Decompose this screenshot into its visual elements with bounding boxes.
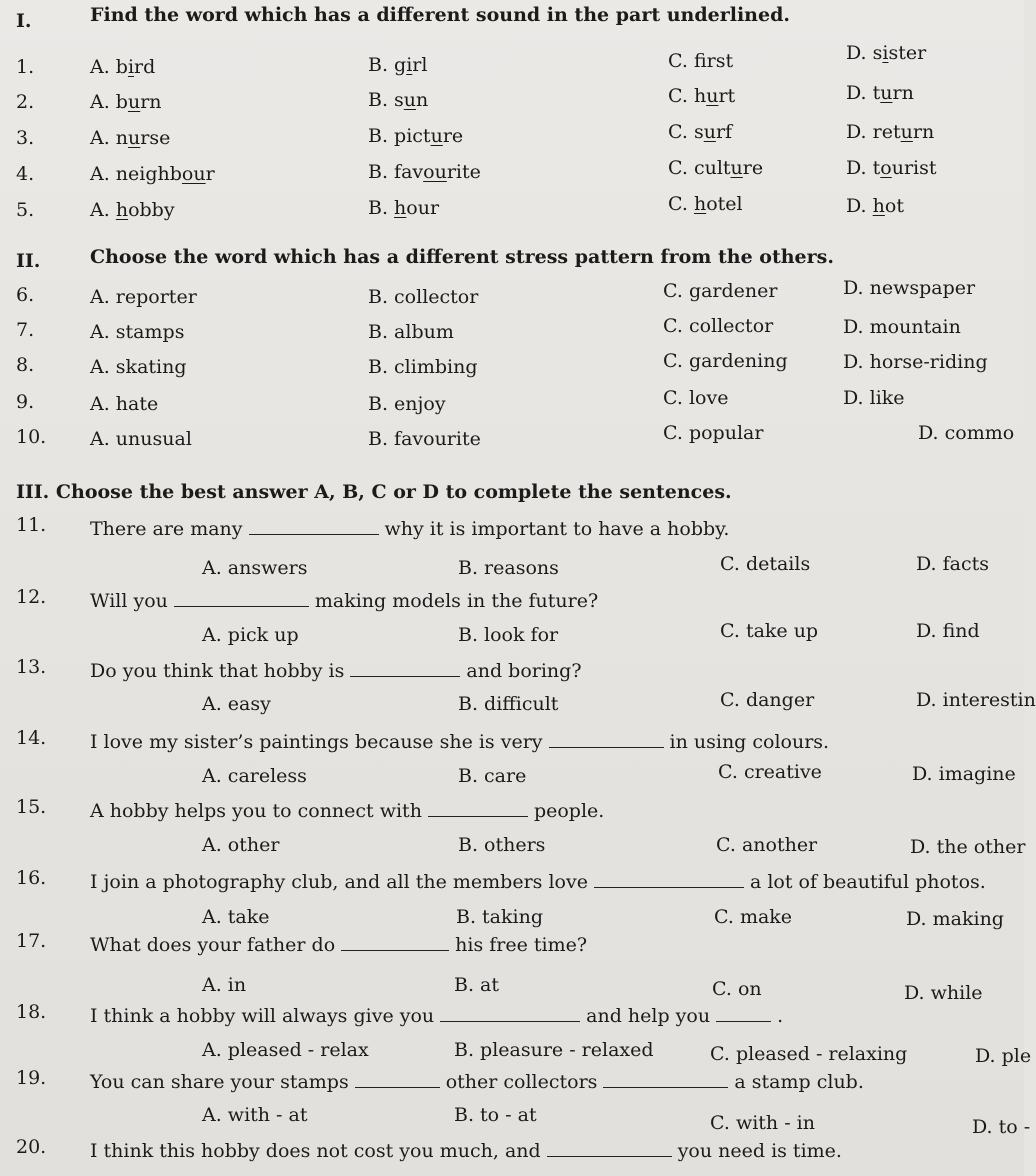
question-sentence [90,1071,864,1093]
sentence-part: in using colours. [669,731,830,753]
underlined-letters: u [128,127,141,149]
option-c: C. popular [663,422,764,444]
underlined-letters: h [872,195,885,217]
option-text-part: B. s [368,89,404,111]
sentence-part: I think a hobby will always give you [90,1005,435,1027]
option-a [90,163,215,185]
option-b [368,89,428,111]
question-number: 8. [16,354,35,376]
sentence-part: Will you [90,590,168,612]
option-text-part: rf [715,121,733,143]
option-a: A. unusual [90,428,192,450]
option-a: A. other [202,834,280,856]
option-b: B. pleasure - relaxed [454,1039,654,1061]
answer-blank[interactable] [440,1005,580,1022]
underlined-letters: i [406,54,413,76]
option-c: C. pleased - relaxing [710,1043,908,1065]
underlined-letters: u [703,121,716,143]
option-text-part: r [205,163,215,185]
underlined-letters: u [127,91,141,113]
answer-blank[interactable] [174,590,309,607]
question-number: 6. [16,284,35,306]
question-sentence [90,934,587,956]
option-c: C. gardening [663,350,788,372]
option-d: D. interestin [916,689,1036,711]
option-text-part: B. pict [368,125,431,147]
option-text-part: rn [892,82,914,104]
question-number: 19. [16,1067,47,1089]
option-a [90,56,155,78]
option-text-part: urist [891,157,937,179]
option-text-part: rst [706,50,734,72]
option-c [668,50,733,72]
sentence-part: . [777,1005,784,1027]
option-b: B. climbing [368,356,478,378]
answer-blank[interactable] [428,800,528,817]
sentence-part: Do you think that hobby is [90,660,345,682]
option-text-part: C. s [668,121,704,143]
question-number: 3. [16,127,35,149]
option-b: B. enjoy [368,393,446,415]
option-c [668,193,743,215]
option-d: D. mountain [843,316,961,338]
option-text-part: A. neighb [90,163,182,185]
option-d: D. to - [972,1116,1031,1138]
underlined-letters: h [394,197,407,219]
option-d: D. horse-riding [843,351,988,373]
underlined-letters: u [403,89,417,111]
answer-blank[interactable] [249,518,379,535]
sentence-part: I join a photography club, and all the members love [90,871,588,893]
sentence-part: I think this hobby does not cost you much, and [90,1140,541,1162]
sentence-part: people. [533,800,605,822]
section-title: III. Choose the best answer A, B, C or D to complete the sentences. [16,481,732,503]
option-a: A. with - at [202,1104,308,1126]
option-c [668,85,735,107]
section-number: I. [16,10,32,32]
section-title: Choose the word which has a different stress pattern from the others. [90,246,834,268]
question-number: 15. [16,796,47,818]
option-d [846,82,914,104]
underlined-letters: i [882,42,889,64]
question-number: 2. [16,91,35,113]
underlined-letters: o [880,157,892,179]
option-a: A. easy [202,693,271,715]
option-text-part: C. [668,193,694,215]
question-number: 1. [16,56,35,78]
sentence-part: What does your father do [90,934,336,956]
option-b: B. favourite [368,428,481,450]
option-text-part: rn [912,121,935,143]
sentence-part: and help you [586,1005,711,1027]
option-text-part: A. [90,199,116,221]
underlined-letters: u [900,121,913,143]
section-number: II. [16,250,41,272]
answer-blank[interactable] [716,1005,771,1022]
option-c: C. make [714,906,793,928]
option-b: B. care [458,765,527,787]
option-text-part: C. f [668,50,707,72]
option-d [846,195,904,217]
question-number: 11. [16,514,47,536]
answer-blank[interactable] [547,1140,672,1157]
option-text-part: rn [140,91,162,113]
option-text-part: B. fav [368,161,424,183]
question-number: 20. [16,1136,47,1158]
sentence-part: You can share your stamps [90,1071,349,1093]
option-c [668,121,732,143]
option-text-part: D. s [846,42,883,64]
sentence-part: his free time? [455,934,588,956]
sentence-part: making models in the future? [314,590,599,612]
question-number: 12. [16,586,47,608]
option-text-part: B. [368,197,395,219]
option-b: B. others [458,834,546,856]
option-d: D. the other [910,836,1026,858]
option-b: B. difficult [458,693,559,715]
option-a: A. pleased - relax [202,1039,369,1061]
option-d: D. facts [916,553,990,575]
option-d [846,121,934,143]
option-d: D. like [843,387,905,409]
option-c: C. creative [718,761,822,783]
option-a: A. in [202,974,247,996]
option-text-part: A. b [90,91,128,113]
question-number: 16. [16,867,47,889]
sentence-part: why it is important to have a hobby. [384,518,730,540]
question-number: 7. [16,319,35,341]
option-text-part: our [406,197,440,219]
option-b [368,161,481,183]
option-c: C. on [712,978,762,1000]
option-a: A. take [202,906,270,928]
option-text-part: D. t [846,157,881,179]
option-a: A. answers [202,557,308,579]
option-text-part: D. t [846,82,881,104]
option-b: B. at [454,974,500,996]
option-c: C. with - in [710,1112,815,1134]
option-b: B. album [368,321,454,343]
option-text-part: re [442,125,464,147]
sentence-part: a lot of beautiful photos. [749,871,986,893]
answer-blank[interactable] [594,871,744,888]
option-text-part: re [742,157,764,179]
question-number: 9. [16,391,35,413]
sentence-part: I love my sister’s paintings because she is very [90,731,543,753]
option-text-part: ot [884,195,904,217]
option-text-part: C. cult [668,157,731,179]
option-c: C. danger [720,689,815,711]
option-text-part: rl [412,54,428,76]
question-sentence [90,590,598,612]
underlined-letters: ou [423,161,447,183]
question-sentence [90,871,986,893]
underlined-letters: u [880,82,893,104]
answer-blank[interactable] [549,731,664,748]
option-text-part: rd [134,56,156,78]
underlined-letters: u [430,125,443,147]
section-title: Find the word which has a different sound in the part underlined. [90,4,790,26]
option-c: C. love [663,387,729,409]
option-b: B. reasons [458,557,559,579]
question-number: 5. [16,199,35,221]
option-a [90,91,162,113]
option-c: C. another [716,834,818,856]
question-number: 17. [16,930,47,952]
option-text-part: A. b [90,56,128,78]
answer-blank[interactable] [355,1071,440,1088]
question-number: 18. [16,1001,47,1023]
option-text-part: D. ret [846,121,901,143]
answer-blank[interactable] [603,1071,728,1088]
sentence-part: A hobby helps you to connect with [90,800,422,822]
option-text-part: rse [140,127,171,149]
sentence-part: a stamp club. [734,1071,864,1093]
option-c [668,157,763,179]
option-b [368,125,463,147]
option-a: A. hate [90,393,159,415]
option-d: D. imagine [912,763,1016,785]
option-text-part: rite [446,161,481,183]
option-a [90,127,170,149]
question-sentence [90,518,729,540]
option-a: A. pick up [202,624,299,646]
sentence-part: other collectors [445,1071,598,1093]
option-d: D. while [904,982,983,1004]
option-text-part: B. g [368,54,407,76]
option-c: C. details [720,553,811,575]
underlined-letters: i [127,56,135,78]
underlined-letters: u [730,157,743,179]
option-d: D. commo [918,422,1015,444]
question-sentence [90,1005,783,1027]
option-c: C. take up [720,620,819,642]
option-a: A. stamps [90,321,185,343]
answer-blank[interactable] [350,660,460,677]
question-number: 10. [16,426,47,448]
underlined-letters: h [115,199,129,221]
answer-blank[interactable] [341,934,449,951]
option-d [846,42,926,64]
option-b: B. to - at [454,1104,537,1126]
underlined-letters: ou [181,163,206,185]
question-number: 4. [16,163,35,185]
option-a [90,199,175,221]
option-b: B. collector [368,286,479,308]
sentence-part: and boring? [466,660,582,682]
question-sentence [90,731,829,753]
underlined-letters: u [706,85,719,107]
option-d: D. find [916,620,980,642]
option-text-part: A. n [90,127,129,149]
option-a: A. skating [90,356,187,378]
option-d [846,157,937,179]
sentence-part: you need is time. [677,1140,842,1162]
option-b [368,197,439,219]
option-text-part: rt [718,85,736,107]
option-a: A. careless [202,765,307,787]
option-c: C. collector [663,315,774,337]
option-text-part: n [416,89,429,111]
question-sentence [90,660,582,682]
option-text-part: ster [888,42,927,64]
question-sentence [90,1140,842,1162]
option-text-part: C. h [668,85,707,107]
option-b: B. taking [456,906,543,928]
question-number: 14. [16,727,47,749]
option-d: D. ple [975,1045,1032,1067]
option-b [368,54,427,76]
underlined-letters: h [693,193,707,215]
question-sentence [90,800,604,822]
option-b: B. look for [458,624,559,646]
option-a: A. reporter [90,286,197,308]
option-text-part: otel [706,193,743,215]
option-d: D. making [906,908,1004,930]
option-d: D. newspaper [843,277,976,299]
option-c: C. gardener [663,280,778,302]
option-text-part: obby [128,199,175,221]
sentence-part: There are many [90,518,243,540]
question-number: 13. [16,656,47,678]
option-text-part: D. [846,195,873,217]
